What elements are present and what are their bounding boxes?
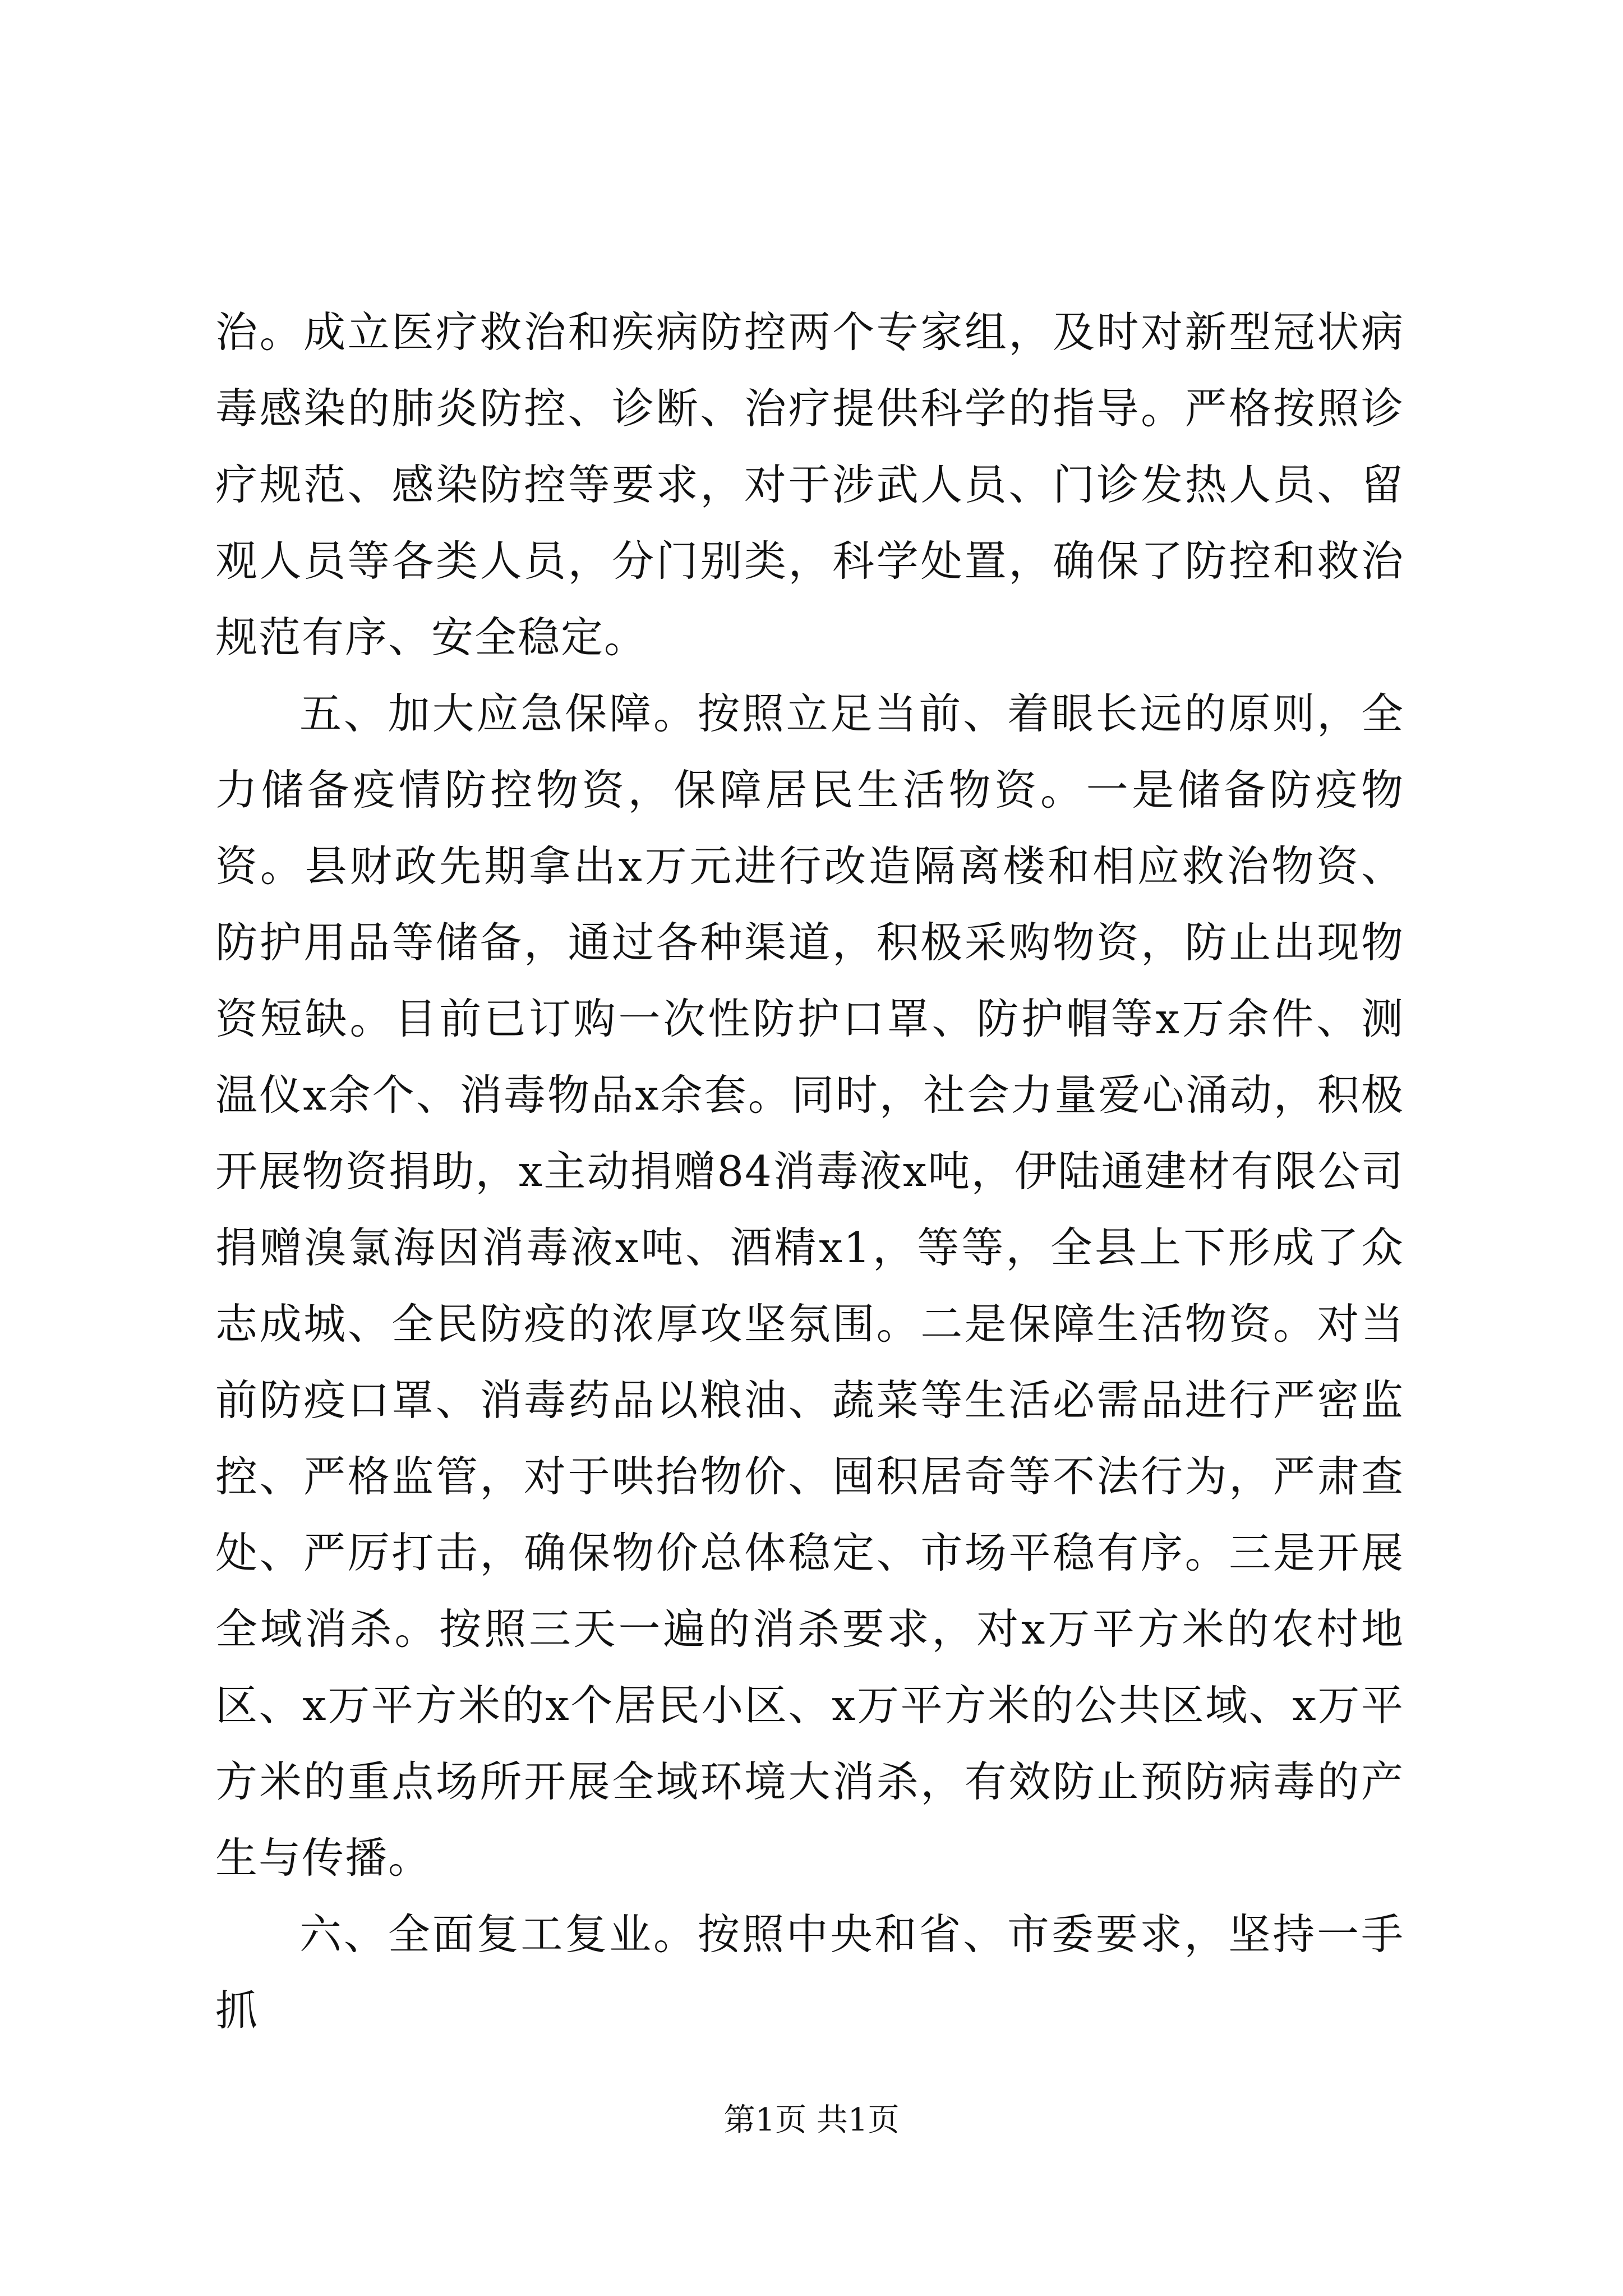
paragraph-resume-work: 六、全面复工复业。按照中央和省、市委要求，坚持一手抓 <box>215 1910 1404 2035</box>
paragraph-emergency-supplies: 五、加大应急保障。按照立足当前、着眼长远的原则，全力储备疫情防控物资，保障居民生活物资。一是储备防疫物资。县财政先期拿出x万元进行改造隔离楼和相应救治物资、防护用品等储备，通过各种渠道，积极采购物资，防止出现物资短缺。目前已订购一次性防护口罩、防护帽等x万余件、测温仪x余个、消毒物品x余套。同时，社会力量爱心涌动，积极开展物资捐助，x主动捐赠84消毒液x吨，伊陆通建材有限公司捐赠溴氯海因消毒液x吨、酒精x1，等等，全县上下形成了众志成城、全民防疫的浓厚攻坚氛围。二是保障生活物资。对当前防疫口罩、消毒药品以粮油、蔬菜等生活必需品进行严密监控、严格监管，对于哄抬物价、囤积居奇等不法行为，严肃查处、严厉打击，确保物价总体稳定、市场平稳有序。三是开展全域消杀。按照三天一遍的消杀要求，对x万平方米的农村地区、x万平方米的x个居民小区、x万平方米的公共区域、x万平方米的重点场所开展全域环境大消杀，有效防止预防病毒的产生与传播。 <box>215 689 1404 1883</box>
page-footer: 第1页 共1页 <box>723 2102 900 2138</box>
paragraph-medical-treatment: 治。成立医疗救治和疾病防控两个专家组，及时对新型冠状病毒感染的肺炎防控、诊断、治疗提供科学的指导。严格按照诊疗规范、感染防控等要求，对于涉武人员、门诊发热人员、留观人员等各类人员，分门别类，科学处置，确保了防控和救治规范有序、安全稳定。 <box>215 307 1404 662</box>
document-body <box>215 294 1404 2049</box>
